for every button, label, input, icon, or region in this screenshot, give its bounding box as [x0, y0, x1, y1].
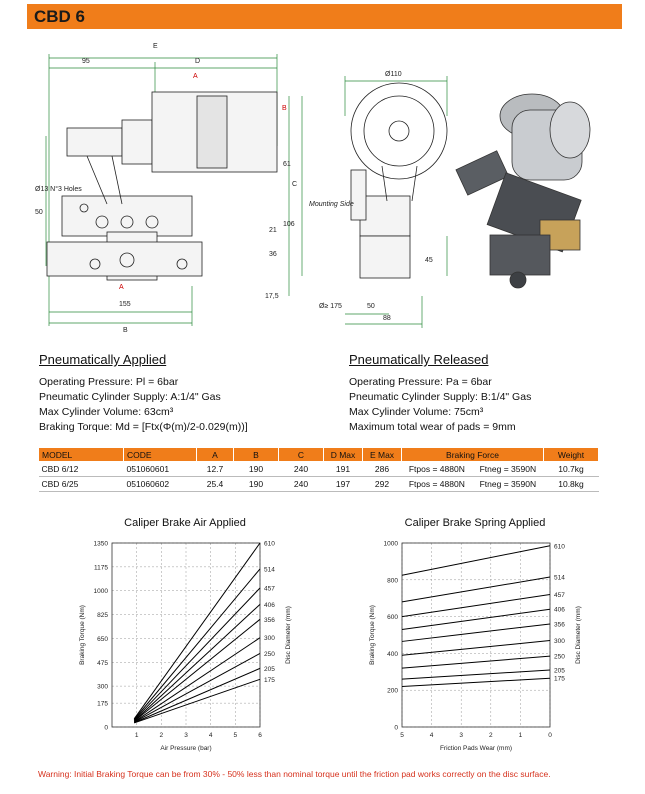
y-tick-label: 800: [387, 577, 398, 585]
series-label: 250: [264, 650, 275, 658]
series-label: 610: [554, 543, 565, 551]
chart-spring-applied: [360, 535, 600, 757]
col-code: CODE: [124, 448, 197, 462]
col-b: B: [234, 448, 279, 462]
y-tick-label: 1350: [93, 540, 108, 548]
series-label: 406: [264, 601, 275, 609]
x-tick-label: 3: [184, 732, 188, 739]
mounting-side: Mounting Side: [309, 201, 354, 208]
dim-88: 88: [383, 315, 391, 322]
series-label: 457: [554, 592, 565, 600]
y-tick-label: 1000: [93, 588, 108, 596]
col-c: C: [279, 448, 324, 462]
dim-a-bottom: A: [119, 284, 124, 291]
y-axis-label: Braking Torque (Nm): [79, 605, 86, 665]
x-tick-label: 4: [429, 732, 434, 739]
dim-21: 21: [269, 227, 277, 234]
col-braking-force: Braking Force: [402, 448, 544, 462]
series-line-250: [402, 656, 550, 668]
y-tick-label: 400: [387, 650, 398, 658]
series-line-250: [134, 653, 260, 722]
applied-line: Operating Pressure: Pl = 6bar: [39, 376, 179, 388]
series-label: 205: [554, 667, 565, 675]
dim-95: 95: [82, 58, 90, 65]
table-row: CBD 6/25 051060602 25.4 190 240 197 292 Ftpos = 4880N Ftneg = 3590N 10.8kg: [39, 477, 599, 492]
series-label: 514: [264, 566, 275, 574]
series-line-300: [134, 638, 260, 722]
x-tick-label: 3: [459, 732, 464, 739]
x-axis-label: Air Pressure (bar): [160, 745, 212, 752]
dim-b: B: [282, 105, 287, 112]
dim-c: C: [292, 181, 298, 188]
technical-drawing: [27, 36, 467, 336]
y-tick-label: 1000: [383, 540, 398, 548]
dim-50b: 50: [367, 303, 375, 310]
y2-axis-label: Disc Diameter (mm): [575, 606, 582, 664]
y-tick-label: 825: [97, 612, 108, 620]
series-line-300: [402, 641, 550, 656]
y-tick-label: 1175: [94, 564, 108, 572]
product-render: [450, 70, 610, 305]
released-line: Maximum total wear of pads = 9mm: [349, 421, 516, 433]
series-label: 356: [554, 621, 565, 629]
applied-line: Braking Torque: Md = [Ftx(Φ(m)/2-0.029(m))]: [39, 421, 248, 433]
col-emax: E Max: [363, 448, 402, 462]
x-tick-label: 5: [400, 732, 404, 739]
series-label: 300: [264, 635, 275, 643]
col-a: A: [197, 448, 234, 462]
table-row: CBD 6/12 051060601 12.7 190 240 191 286 Ftpos = 4880N Ftneg = 3590N 10.7kg: [39, 462, 599, 477]
dim-45: 45: [425, 257, 433, 264]
series-line-514: [134, 569, 260, 720]
series-label: 514: [554, 574, 565, 582]
dim-61: 61: [283, 161, 291, 168]
header-bar: [27, 4, 622, 29]
x-axis-label: Friction Pads Wear (mm): [439, 745, 513, 752]
x-tick-label: 6: [258, 732, 262, 739]
y-tick-label: 0: [394, 724, 398, 732]
page-title: CBD 6: [34, 7, 86, 26]
y-tick-label: 475: [97, 659, 108, 667]
series-label: 300: [554, 638, 565, 646]
y-tick-label: 200: [387, 687, 398, 695]
series-label: 250: [554, 653, 565, 661]
dim-106: 106: [283, 221, 295, 228]
chart1-title: Caliper Brake Air Applied: [124, 517, 246, 529]
series-line-610: [402, 546, 550, 575]
series-line-610: [134, 543, 260, 719]
y-tick-label: 600: [387, 614, 398, 622]
released-specs: [349, 375, 531, 435]
series-line-175: [134, 679, 260, 723]
series-label: 356: [264, 616, 275, 624]
applied-line: Max Cylinder Volume: 63cm³: [39, 406, 174, 418]
series-line-356: [134, 619, 260, 721]
chart-air-applied: [70, 535, 310, 757]
x-tick-label: 4: [208, 732, 213, 739]
warning-text: Warning: Initial Braking Torque can be from 30% - 50% less than nominal torque until the friction pad works correctly on the disc surface.: [38, 769, 551, 779]
x-tick-label: 2: [488, 732, 493, 739]
applied-title: Pneumatically Applied: [39, 352, 167, 367]
series-line-205: [134, 668, 260, 722]
series-label: 175: [264, 676, 275, 684]
dim-36: 36: [269, 251, 277, 258]
x-tick-label: 2: [159, 732, 164, 739]
chart2-title: Caliper Brake Spring Applied: [404, 517, 546, 529]
dim-155: 155: [119, 301, 131, 308]
model-table: [38, 447, 599, 492]
dim-holes: Ø13 N°3 Holes: [35, 186, 82, 193]
y-tick-label: 300: [97, 683, 108, 691]
dim-17-5: 17,5: [265, 293, 279, 300]
dim-d: D: [195, 58, 201, 65]
y-tick-label: 0: [104, 724, 108, 732]
dim-e: E: [153, 43, 158, 50]
series-line-457: [134, 588, 260, 720]
released-line: Pneumatic Cylinder Supply: B:1/4" Gas: [349, 391, 532, 403]
table-header-row: [39, 448, 599, 462]
y-tick-label: 175: [97, 700, 108, 708]
series-line-205: [402, 670, 550, 679]
dim-disc: Ø≥ 175: [319, 303, 342, 310]
applied-specs: [39, 375, 248, 435]
released-line: Max Cylinder Volume: 75cm³: [349, 406, 484, 418]
dim-a: A: [193, 73, 198, 80]
series-label: 457: [264, 585, 275, 593]
released-title: Pneumatically Released: [349, 352, 489, 367]
col-dmax: D Max: [324, 448, 363, 462]
y-tick-label: 650: [97, 635, 108, 643]
series-label: 175: [554, 675, 565, 683]
series-label: 205: [264, 665, 275, 673]
released-line: Operating Pressure: Pa = 6bar: [349, 376, 492, 388]
series-line-175: [402, 678, 550, 686]
y-axis-label: Braking Torque (Nm): [369, 605, 376, 665]
y2-axis-label: Disc Diameter (mm): [285, 606, 292, 664]
x-tick-label: 0: [548, 732, 552, 739]
col-model: MODEL: [39, 448, 124, 462]
x-tick-label: 5: [233, 732, 238, 739]
applied-line: Pneumatic Cylinder Supply: A:1/4" Gas: [39, 391, 221, 403]
dim-b-bottom: B: [123, 327, 128, 334]
series-label: 406: [554, 606, 565, 614]
col-weight: Weight: [544, 448, 599, 462]
x-tick-label: 1: [134, 732, 139, 739]
dim-50: 50: [35, 209, 43, 216]
x-tick-label: 1: [518, 732, 523, 739]
series-label: 610: [264, 540, 275, 548]
dim-110: Ø110: [385, 71, 402, 78]
